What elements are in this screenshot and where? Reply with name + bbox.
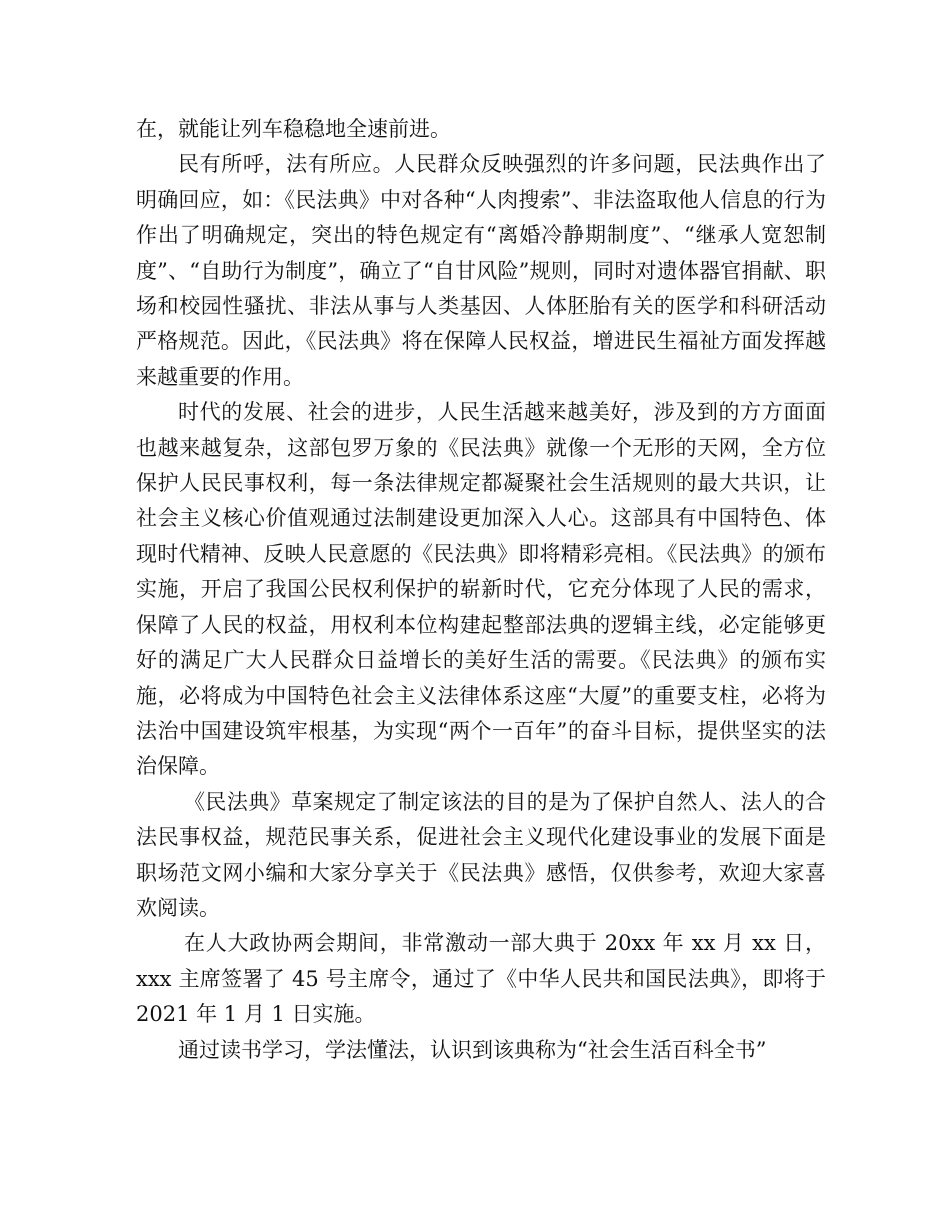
paragraph-continuation: 在，就能让列车稳稳地全速前进。 [136, 117, 451, 141]
paragraph-two-sessions: 在人大政协两会期间，非常激动一部大典于 20xx 年 xx 月 xx 日，xxx 主席签署了 45 号主席令，通过了《中华人民共和国民法典》，即将于 2021 年 1 月 1 日实施。 [136, 931, 826, 1027]
paragraph-reading-study: 通过读书学习，学法懂法，认识到该典称为“社会生活百科全书” [178, 1037, 767, 1062]
paragraph-draft-purpose: 《民法典》草案规定了制定该法的目的是为了保护自然人、法人的合法民事权益，规范民事关系，促进社会主义现代化建设事业的发展下面是职场范文网小编和大家分享关于《民法典》感悟，仅供参考，欢迎大家喜欢阅读。 [136, 789, 826, 920]
paragraph-civil-code-response: 民有所呼，法有所应。人民群众反映强烈的许多问题，民法典作出了明确回应，如：《民法典》中对各种“人肉搜索”、非法盗取他人信息的行为作出了明确规定，突出的特色规定有“离婚冷静期制度”、“继承人宽恕制度”、“自助行为制度”，确立了“自甘风险”规则，同时对遗体器官捐献、职场和校园性骚扰、非法从事与人类基因、人体胚胎有关的医学和科研活动严格规范。因此，《民法典》将在保障人民权益，增进民生福祉方面发挥越来越重要的作用。 [136, 152, 826, 389]
document-body [136, 112, 826, 1068]
paragraph-era-development: 时代的发展、社会的进步，人民生活越来越美好，涉及到的方方面面也越来越复杂，这部包罗万象的《民法典》就像一个无形的天网，全方位保护人民民事权利，每一条法律规定都凝聚社会生活规则的最大共识，让社会主义核心价值观通过法制建设更加深入人心。这部具有中国特色、体现时代精神、反映人民意愿的《民法典》即将精彩亮相。《民法典》的颁布实施，开启了我国公民权利保护的崭新时代，它充分体现了人民的需求，保障了人民的权益，用权利本位构建起整部法典的逻辑主线，必定能够更好的满足广大人民群众日益增长的美好生活的需要。《民法典》的颁布实施，必将成为中国特色社会主义法律体系这座“大厦”的重要支柱，必将为法治中国建设筑牢根基，为实现“两个一百年”的奋斗目标，提供坚实的法治保障。 [136, 400, 826, 779]
